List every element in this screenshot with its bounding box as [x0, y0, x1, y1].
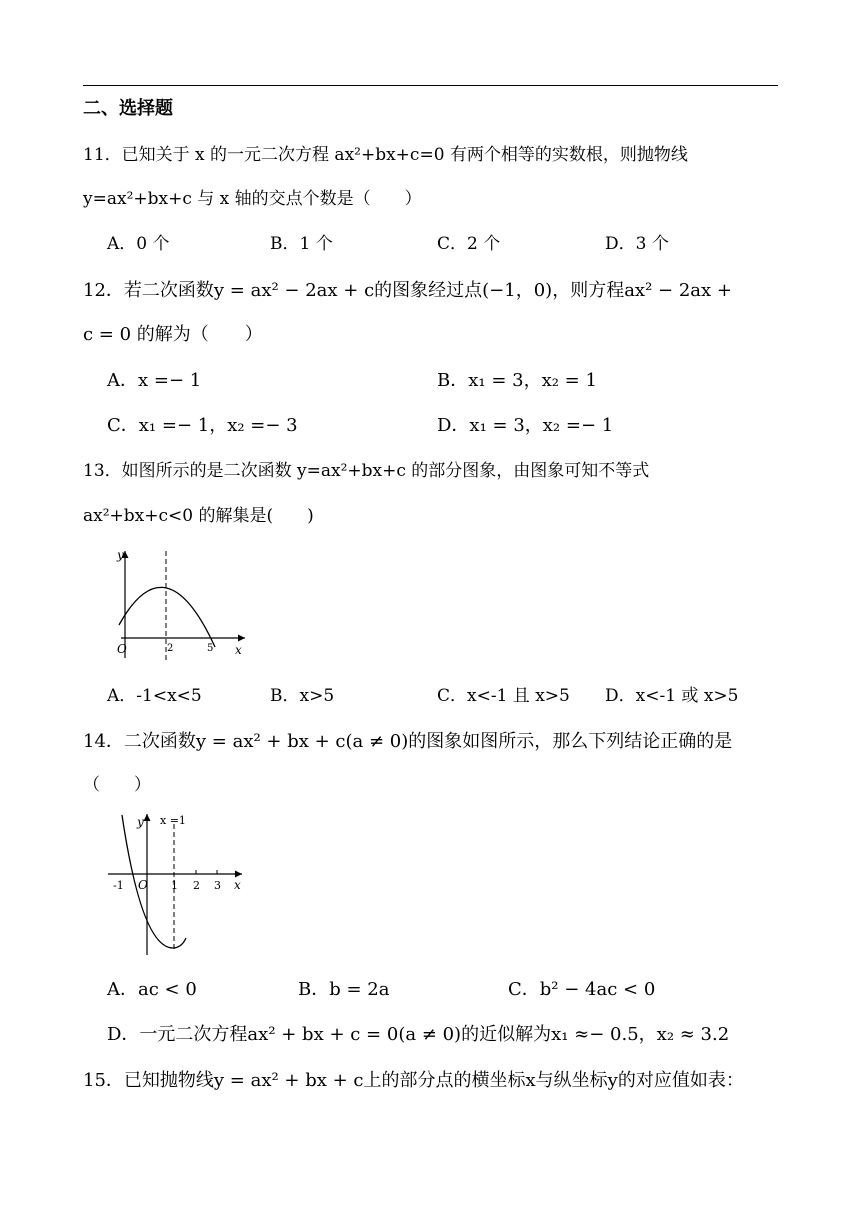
q14-y-label: y	[137, 815, 144, 829]
q11-stem-line1: 11．已知关于 x 的一元二次方程 ax²+bx+c=0 有两个相等的实数根，则抛物线	[83, 145, 688, 165]
q12-option-a: A．x =− 1	[107, 370, 202, 391]
q14-tick-1: 1	[171, 879, 178, 892]
q14-tick-neg1: -1	[113, 879, 124, 892]
q14-stem-line2: （ ）	[83, 775, 151, 795]
q14-x-label: x	[234, 878, 241, 892]
q12-stem-line1: 12．若二次函数y = ax² − 2ax + c的图象经过点(−1，0)，则方程ax² − 2ax +	[83, 280, 732, 301]
q12-option-b: B．x₁ = 3，x₂ = 1	[437, 370, 597, 391]
q13-x-label: x	[235, 643, 242, 657]
q11-option-b: B．1 个	[270, 234, 333, 254]
q14-option-b: B．b = 2a	[298, 979, 390, 1000]
q13-option-b: B．x>5	[270, 686, 335, 706]
q14-origin-label: O	[138, 878, 148, 892]
q11-option-d: D．3 个	[605, 234, 669, 254]
q15-stem-line1: 15．已知抛物线y = ax² + bx + c上的部分点的横坐标x与纵坐标y的对应值如表：	[83, 1070, 744, 1091]
q14-stem-line1: 14．二次函数y = ax² + bx + c(a ≠ 0)的图象如图所示，那么下列结论正确的是	[83, 731, 733, 752]
q14-option-c: C．b² − 4ac < 0	[508, 979, 656, 1000]
q13-stem-line2: ax²+bx+c<0 的解集是( )	[83, 506, 314, 526]
q11-option-c: C．2 个	[437, 234, 501, 254]
q14-option-d: D．一元二次方程ax² + bx + c = 0(a ≠ 0)的近似解为x₁ ≈− 0.5，x₂ ≈ 3.2	[107, 1024, 730, 1045]
q13-stem-line1: 13．如图所示的是二次函数 y=ax²+bx+c 的部分图象，由图象可知不等式	[83, 461, 650, 481]
section-title: 二、选择题	[83, 98, 173, 119]
q13-graph	[105, 543, 250, 663]
q13-tick-2: 2	[167, 643, 174, 654]
q13-origin-label: O	[117, 642, 127, 656]
q13-option-c: C．x<-1 且 x>5	[437, 686, 570, 706]
q14-axis-label: x =1	[160, 814, 186, 827]
q14-graph	[104, 810, 249, 958]
q13-option-d: D．x<-1 或 x>5	[605, 686, 739, 706]
q13-tick-5: 5	[207, 643, 214, 654]
q11-stem-line2: y=ax²+bx+c 与 x 轴的交点个数是（ ）	[83, 189, 422, 209]
q14-tick-3: 3	[214, 879, 221, 892]
q14-option-a: A．ac < 0	[107, 979, 197, 1000]
q13-y-label: y	[117, 548, 124, 562]
q12-option-c: C．x₁ =− 1，x₂ =− 3	[107, 415, 298, 436]
q13-option-a: A．-1<x<5	[107, 686, 202, 706]
q11-option-a: A．0 个	[107, 234, 170, 254]
q12-option-d: D．x₁ = 3，x₂ =− 1	[437, 415, 614, 436]
header-rule	[83, 85, 778, 86]
q12-stem-line2: c = 0 的解为（ ）	[83, 324, 263, 345]
q14-tick-2: 2	[193, 879, 200, 892]
